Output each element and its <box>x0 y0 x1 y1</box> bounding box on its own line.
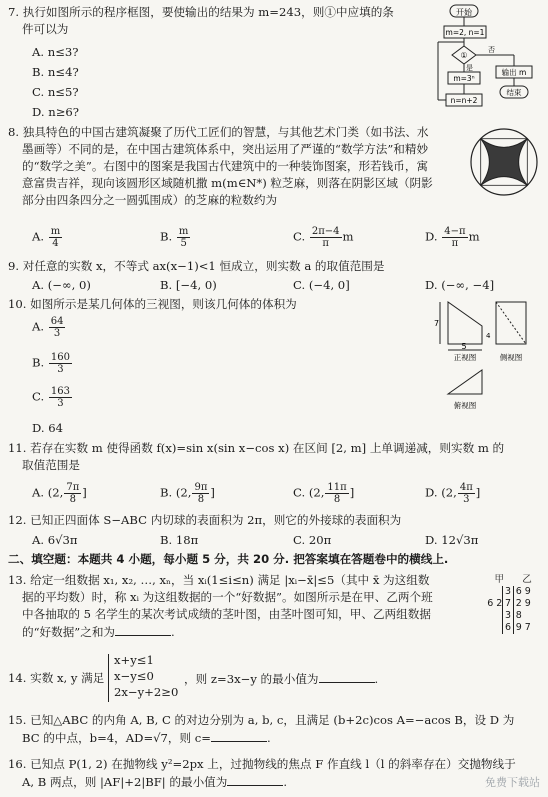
q13-line-1: 13. 给定一组数据 x₁, x₂, …, xₙ，当 xᵢ(1≤i≤n) 满足 |xᵢ−x̄|≤5（其中 x̄ 为这组数 <box>8 573 430 587</box>
q10-option-b[interactable]: B. $\frac{160}{3}$ <box>32 352 70 375</box>
q8-option-a[interactable]: A. $\frac{m}{4}$ <box>32 226 61 249</box>
section-2-heading: 二、填空题：本题共 4 小题，每小题 5 分，共 20 分. 把答案填在答题卷中的横线上. <box>8 552 449 566</box>
flow-end-text: 结束 <box>506 88 522 97</box>
question-16: 16. 已知点 P(1, 2) 在抛物线 y²=2px 上，过抛物线的焦点 F 作直线 l（l 的斜率存在）交抛物线于 A, B 两点，则 |AF|+2|BF| 的最小值为 . <box>8 756 543 791</box>
stem-leaf-row: 6 2 7 2 9 <box>487 598 531 609</box>
q9-option-a[interactable]: A. (−∞, 0) <box>32 278 91 292</box>
q10-three-views <box>432 298 542 416</box>
q13-line-4: 的“好数据”之和为 <box>22 625 116 639</box>
stem-leaf-head-a: 甲 <box>494 574 504 585</box>
q9-option-d[interactable]: D. (−∞, −4] <box>425 278 495 292</box>
q13-answer-blank[interactable] <box>115 623 171 636</box>
q15-answer-blank[interactable] <box>211 729 267 742</box>
q16-answer-blank[interactable] <box>227 773 283 786</box>
q8-line-4: 意富贵吉祥，现向该圆形区域随机撒 m(m∈N*) 粒芝麻，则落在阴影区域（阴影 <box>22 176 433 190</box>
q8-option-d[interactable]: D. $\frac{4-\pi}{\pi}$ m <box>425 226 480 249</box>
q16-line-1: 16. 已知点 P(1, 2) 在抛物线 y²=2px 上，过抛物线的焦点 F 作直线 l（l 的斜率存在）交抛物线于 <box>8 757 516 771</box>
q8-line-1: 8. 独具特色的中国古建筑凝聚了历代工匠们的智慧，与其他艺术门类（如书法、水 <box>8 125 429 139</box>
flow-cond-text: ① <box>460 51 468 60</box>
q7-option-d[interactable]: D. n≥6? <box>32 105 80 119</box>
question-13: 13. 给定一组数据 x₁, x₂, …, xₙ，当 xᵢ(1≤i≤n) 满足 |xᵢ−x̄|≤5（其中 x̄ 为这组数 据的平均数）时，称 xᵢ 为这组数据的一个“好数据”。如图所示是在甲、乙两个班 中各抽取的 5 名学生的某次考试成绩的茎叶图，由茎叶图可知，甲、乙两组数据 的“好数据”之和为 . <box>8 572 478 641</box>
q11-option-c[interactable]: C. (2, $\frac{11\pi}{8}$ ] <box>293 482 355 505</box>
q15-line-2: BC 的中点，b=4，AD=√7，则 c= <box>22 731 211 745</box>
flow-inc-text: n=n+2 <box>450 96 478 105</box>
q7-option-c[interactable]: C. n≤5? <box>32 85 79 99</box>
q13-stem-leaf-plot <box>478 574 540 634</box>
q12-stem: 12. 已知正四面体 S−ABC 内切球的表面积为 2π，则它的外接球的表面积为 <box>8 513 402 527</box>
q14-brace <box>108 654 109 702</box>
q12-option-c[interactable]: C. 20π <box>293 533 332 547</box>
q8-line-5: 部分由四条四分之一圆弧围成）的芝麻的粒数约为 <box>22 193 278 207</box>
q7-stem-line1: 7. 执行如图所示的程序框图，要使输出的结果为 m=243，则①中应填的条 <box>8 5 394 19</box>
q11-option-b[interactable]: B. (2, $\frac{9\pi}{8}$ ] <box>160 482 215 505</box>
q15-line-1: 15. 已知△ABC 的内角 A, B, C 的对边分别为 a, b, c，且满足 (b+2c)cos A=−acos B，设 D 为 <box>8 713 515 727</box>
flow-yes-text: 是 <box>466 64 473 72</box>
q10-side-label: 4 <box>486 332 491 340</box>
q14-answer-blank[interactable] <box>319 670 375 683</box>
q8-line-2: 墨画等）不同的是，在中国古建筑体系中，突出运用了严谨的“数学方法”和精妙 <box>22 142 429 156</box>
q8-coin-figure <box>468 126 540 198</box>
question-8 <box>8 124 468 209</box>
q10-front-view-label: 正视图 <box>453 353 477 362</box>
q10-option-a[interactable]: A. $\frac{64}{3}$ <box>32 316 64 339</box>
flow-output-text: 输出 m <box>501 68 527 77</box>
question-12 <box>8 512 528 529</box>
stem-leaf-row: 3 6 9 <box>478 586 540 598</box>
q9-option-b[interactable]: B. [−4, 0) <box>160 278 217 292</box>
q14-constraint-2: x−y≤0 <box>114 669 154 683</box>
watermark: 免费下载站 <box>485 776 540 789</box>
q7-flowchart <box>430 2 540 120</box>
q12-option-a[interactable]: A. 6√3π <box>32 533 78 547</box>
q10-width-label: 5 <box>461 342 467 351</box>
q13-line-2: 据的平均数）时，称 xᵢ 为这组数据的一个“好数据”。如图所示是在甲、乙两个班 <box>22 590 433 604</box>
question-9 <box>8 258 528 275</box>
q7-option-b[interactable]: B. n≤4? <box>32 65 79 79</box>
q16-line-2: A, B 两点，则 |AF|+2|BF| 的最小值为 <box>22 775 228 789</box>
q8-option-b[interactable]: B. $\frac{m}{5}$ <box>160 226 189 249</box>
question-15: 15. 已知△ABC 的内角 A, B, C 的对边分别为 a, b, c，且满足 (b+2c)cos A=−acos B，设 D 为 BC 的中点，b=4，AD=√7，则 c= . <box>8 712 543 747</box>
q8-option-c[interactable]: C. $\frac{2\pi-4}{\pi}$ m <box>293 226 354 249</box>
stem-leaf-row: 6 9 7 <box>478 622 540 634</box>
q10-side-view-label: 侧视图 <box>499 353 523 362</box>
q14-constraint-3: 2x−y+2≥0 <box>114 685 179 699</box>
question-14: 14. 实数 x, y 满足 x+y≤1 x−y≤0 2x−y+2≥0 ，则 z=3x−y 的最小值为 . <box>8 652 528 706</box>
q14-constraint-1: x+y≤1 <box>114 653 154 667</box>
q7-option-a[interactable]: A. n≤3? <box>32 45 79 59</box>
q10-option-d[interactable]: D. 64 <box>32 421 64 435</box>
q12-option-d[interactable]: D. 12√3π <box>425 533 479 547</box>
q11-stem-line2: 取值范围是 <box>22 458 80 472</box>
q10-height-label: 7 <box>434 319 440 328</box>
q11-option-a[interactable]: A. (2, $\frac{7\pi}{8}$ ] <box>32 482 87 505</box>
q10-option-c[interactable]: C. $\frac{163}{3}$ <box>32 386 70 409</box>
flow-init-text: m=2, n=1 <box>445 28 485 37</box>
q9-stem: 9. 对任意的实数 x，不等式 ax(x−1)<1 恒成立，则实数 a 的取值范围是 <box>8 259 385 273</box>
question-11 <box>8 440 543 474</box>
q8-line-3: 的“数学之美”。右图中的图案是我国古代建筑中的一种装饰图案，形若钱币，寓 <box>22 159 429 173</box>
stem-leaf-head-b: 乙 <box>522 574 532 585</box>
q7-stem-line2: 件可以为 <box>22 22 69 36</box>
flow-body-text: m=3ⁿ <box>453 74 475 83</box>
flow-no-text: 否 <box>488 46 495 54</box>
q12-option-b[interactable]: B. 18π <box>160 533 199 547</box>
front-view-shape <box>448 302 482 344</box>
q9-option-c[interactable]: C. (−4, 0] <box>293 278 350 292</box>
q14-tail: ，则 z=3x−y 的最小值为 <box>184 672 319 686</box>
q14-lead: 14. 实数 x, y 满足 <box>8 671 105 685</box>
q14-system <box>114 652 178 700</box>
top-view-shape <box>448 370 482 394</box>
flow-start-text: 开始 <box>456 8 472 17</box>
q10-top-view-label: 俯视图 <box>453 401 477 410</box>
q13-line-3: 中各抽取的 5 名学生的某次考试成绩的茎叶图，由茎叶图可知，甲、乙两组数据 <box>22 607 431 621</box>
stem-leaf-row: 3 8 <box>478 610 540 622</box>
q10-stem: 10. 如图所示是某几何体的三视图，则该几何体的体积为 <box>8 297 297 311</box>
q11-option-d[interactable]: D. (2, $\frac{4\pi}{3}$ ] <box>425 482 481 505</box>
q11-stem-line1: 11. 若存在实数 m 使得函数 f(x)=sin x(sin x−cos x) 在区间 [2, m] 上单调递减，则实数 m 的 <box>8 441 505 455</box>
